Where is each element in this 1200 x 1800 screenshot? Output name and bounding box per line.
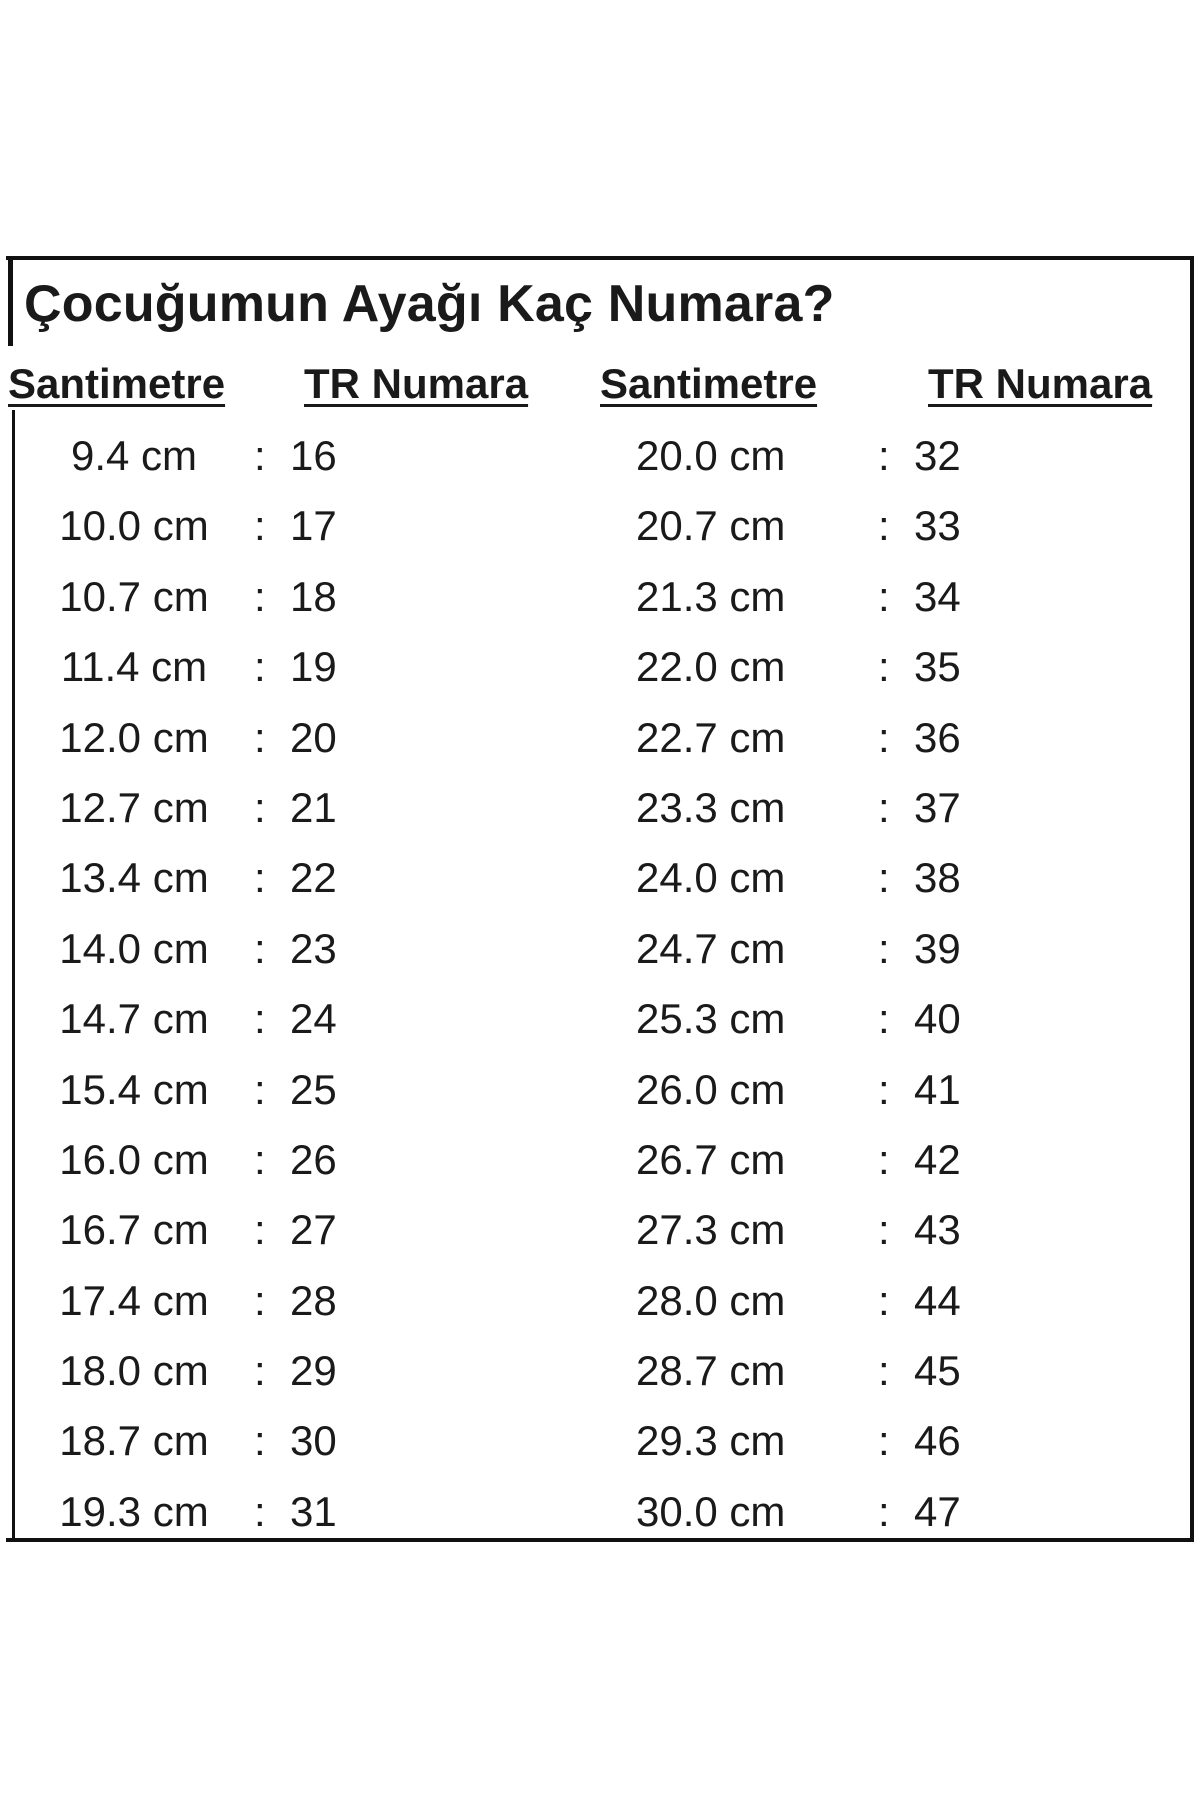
cm-value-left: 9.4 cm — [70, 432, 198, 479]
table-row — [0, 706, 1200, 776]
cm-value-right: 27.3 cm — [636, 1206, 786, 1254]
cm-value-left: 15.4 cm — [59, 1065, 209, 1113]
table-row — [0, 917, 1200, 987]
cm-value-right: 20.0 cm — [636, 432, 786, 479]
tr-value-right: 34 — [914, 572, 961, 620]
table-row — [0, 1409, 1200, 1479]
cm-value-left: 18.0 cm — [59, 1347, 209, 1395]
tr-value-right: 46 — [914, 1417, 961, 1465]
cm-value-right: 22.7 cm — [636, 713, 786, 761]
tr-value-left: 29 — [290, 1347, 337, 1395]
separator-left: : — [254, 572, 266, 620]
separator-left: : — [254, 854, 266, 902]
separator-left: : — [254, 1276, 266, 1324]
tr-value-left: 28 — [290, 1276, 337, 1324]
separator-left: : — [254, 1347, 266, 1395]
tr-value-left: 26 — [290, 1135, 337, 1183]
separator-right: : — [878, 1347, 890, 1395]
cm-value-right: 29.3 cm — [636, 1417, 786, 1465]
table-row — [0, 424, 1200, 494]
cm-value-left: 16.0 cm — [59, 1135, 209, 1183]
size-rows — [0, 424, 1200, 1550]
separator-right: : — [878, 1487, 890, 1535]
separator-right: : — [878, 713, 890, 761]
tr-value-right: 39 — [914, 924, 961, 972]
table-row — [0, 1339, 1200, 1409]
cm-value-left: 18.7 cm — [59, 1417, 209, 1465]
separator-right: : — [878, 1276, 890, 1324]
table-row — [0, 1128, 1200, 1198]
tr-value-right: 41 — [914, 1065, 961, 1113]
tr-value-left: 19 — [290, 643, 337, 691]
separator-right: : — [878, 1206, 890, 1254]
table-row — [0, 1269, 1200, 1339]
tr-value-left: 17 — [290, 502, 337, 550]
tr-value-left: 31 — [290, 1487, 337, 1535]
cm-value-right: 20.7 cm — [636, 502, 786, 550]
tr-value-right: 33 — [914, 502, 961, 550]
cm-value-right: 26.0 cm — [636, 1065, 786, 1113]
tr-value-right: 37 — [914, 783, 961, 831]
separator-left: : — [254, 1065, 266, 1113]
table-row — [0, 565, 1200, 635]
cm-value-left: 17.4 cm — [59, 1276, 209, 1324]
cm-value-left: 16.7 cm — [59, 1206, 209, 1254]
separator-right: : — [878, 1065, 890, 1113]
header-santimetre-right: Santimetre — [600, 360, 818, 407]
cm-value-right: 21.3 cm — [636, 572, 786, 620]
table-row — [0, 987, 1200, 1057]
tr-value-right: 36 — [914, 713, 961, 761]
tr-value-right: 40 — [914, 995, 961, 1043]
tr-value-left: 25 — [290, 1065, 337, 1113]
cm-value-right: 24.7 cm — [636, 924, 786, 972]
cm-value-left: 10.0 cm — [59, 502, 209, 550]
separator-left: : — [254, 1135, 266, 1183]
tr-value-right: 44 — [914, 1276, 961, 1324]
cm-value-left: 14.7 cm — [59, 995, 209, 1043]
cm-value-left: 13.4 cm — [59, 854, 209, 902]
cm-value-right: 30.0 cm — [636, 1487, 786, 1535]
cm-value-right: 23.3 cm — [636, 783, 786, 831]
separator-left: : — [254, 924, 266, 972]
cm-value-left: 11.4 cm — [60, 643, 208, 691]
table-row — [0, 776, 1200, 846]
cm-value-left: 14.0 cm — [59, 924, 209, 972]
separator-right: : — [878, 854, 890, 902]
tr-value-left: 20 — [290, 713, 337, 761]
separator-right: : — [878, 1417, 890, 1465]
tr-value-left: 22 — [290, 854, 337, 902]
cm-value-right: 28.7 cm — [636, 1347, 786, 1395]
separator-right: : — [878, 924, 890, 972]
tr-value-right: 35 — [914, 643, 961, 691]
header-tr-numara-right: TR Numara — [928, 360, 1153, 407]
separator-left: : — [254, 713, 266, 761]
separator-left: : — [254, 643, 266, 691]
separator-left: : — [254, 502, 266, 550]
tr-value-left: 18 — [290, 572, 337, 620]
cm-value-right: 28.0 cm — [636, 1276, 786, 1324]
separator-left: : — [254, 995, 266, 1043]
tr-value-right: 47 — [914, 1487, 961, 1535]
tr-value-right: 32 — [914, 432, 961, 479]
separator-right: : — [878, 995, 890, 1043]
header-santimetre-left: Santimetre — [8, 360, 226, 407]
cm-value-right: 24.0 cm — [636, 854, 786, 902]
frame-left-bar — [8, 258, 13, 346]
cm-value-right: 26.7 cm — [636, 1135, 786, 1183]
table-row — [0, 1058, 1200, 1128]
tr-value-left: 27 — [290, 1206, 337, 1254]
cm-value-left: 12.0 cm — [59, 713, 209, 761]
cm-value-left: 10.7 cm — [59, 572, 209, 620]
table-row — [0, 494, 1200, 564]
tr-value-left: 16 — [290, 432, 337, 479]
table-row — [0, 635, 1200, 705]
separator-right: : — [878, 432, 890, 479]
tr-value-right: 42 — [914, 1135, 961, 1183]
separator-right: : — [878, 783, 890, 831]
tr-value-left: 30 — [290, 1417, 337, 1465]
separator-right: : — [878, 1135, 890, 1183]
chart-title: Çocuğumun Ayağı Kaç Numara? — [24, 275, 835, 333]
tr-value-left: 24 — [290, 995, 337, 1043]
header-tr-numara-left: TR Numara — [304, 360, 529, 407]
tr-value-left: 21 — [290, 783, 337, 831]
separator-left: : — [254, 1487, 266, 1535]
tr-value-left: 23 — [290, 924, 337, 972]
table-row — [0, 846, 1200, 916]
cm-value-right: 25.3 cm — [636, 995, 786, 1043]
cm-value-left: 19.3 cm — [59, 1487, 209, 1535]
separator-left: : — [254, 1206, 266, 1254]
table-row — [0, 1480, 1200, 1550]
separator-right: : — [878, 502, 890, 550]
tr-value-right: 45 — [914, 1347, 961, 1395]
tr-value-right: 38 — [914, 854, 961, 902]
table-row — [0, 1198, 1200, 1268]
separator-left: : — [254, 1417, 266, 1465]
cm-value-left: 12.7 cm — [59, 783, 209, 831]
separator-right: : — [878, 572, 890, 620]
tr-value-right: 43 — [914, 1206, 961, 1254]
separator-left: : — [254, 432, 266, 479]
separator-left: : — [254, 783, 266, 831]
separator-right: : — [878, 643, 890, 691]
cm-value-right: 22.0 cm — [636, 643, 786, 691]
